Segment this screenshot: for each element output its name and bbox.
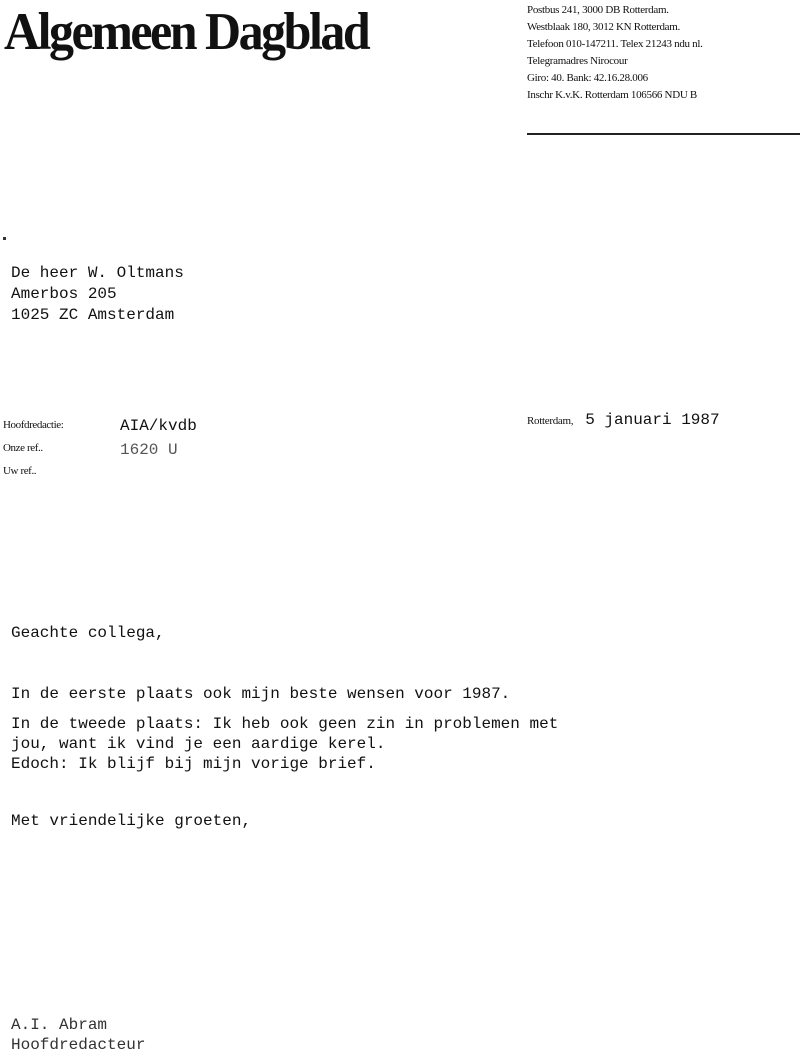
date-place: Rotterdam, xyxy=(527,415,574,427)
value-hoofdredactie: AIA/kvdb xyxy=(120,417,197,435)
letter-salutation: Geachte collega, xyxy=(11,624,165,642)
letter-date xyxy=(527,411,720,429)
letterhead-line-phone: Telefoon 010-147211. Telex 21243 ndu nl. xyxy=(527,38,703,50)
signatory-title: Hoofdredacteur xyxy=(11,1036,146,1054)
label-uw-ref: Uw ref.. xyxy=(3,465,37,477)
letterhead-line-postbus: Postbus 241, 3000 DB Rotterdam. xyxy=(527,4,669,16)
label-onze-ref: Onze ref.. xyxy=(3,442,43,454)
letterhead-line-address: Westblaak 180, 3012 KN Rotterdam. xyxy=(527,21,680,33)
letterhead-contact-info xyxy=(527,2,703,104)
letterhead-line-telegram: Telegramadres Nirocour xyxy=(527,55,628,67)
reference-labels xyxy=(3,414,63,483)
paragraph-2-line-2: jou, want ik vind je een aardige kerel. xyxy=(11,735,386,753)
letterhead-line-registration: Inschr K.v.K. Rotterdam 106566 NDU B xyxy=(527,89,697,101)
value-onze-ref: 1620 U xyxy=(120,441,178,459)
paragraph-2-line-1: In de tweede plaats: Ik heb ook geen zin in problemen met xyxy=(11,715,559,733)
recipient-street: Amerbos 205 xyxy=(11,285,117,303)
page-speck xyxy=(3,237,6,240)
letterhead-divider xyxy=(527,133,800,135)
date-value: 5 januari 1987 xyxy=(585,411,720,429)
letter-closing: Met vriendelijke groeten, xyxy=(11,812,252,830)
signature-block xyxy=(11,1015,145,1055)
recipient-name: De heer W. Oltmans xyxy=(11,264,184,282)
letterhead-line-bank: Giro: 40. Bank: 42.16.28.006 xyxy=(527,72,648,84)
recipient-city: 1025 ZC Amsterdam xyxy=(11,306,175,324)
letter-paragraph-2 xyxy=(11,714,558,774)
newspaper-masthead: Algemeen Dagblad xyxy=(4,2,369,61)
letter-body xyxy=(11,684,558,784)
letter-paragraph-1: In de eerste plaats ook mijn beste wensen voor 1987. xyxy=(11,685,511,703)
reference-values xyxy=(120,414,197,462)
signatory-name: A.I. Abram xyxy=(11,1016,108,1034)
label-hoofdredactie: Hoofdredactie: xyxy=(3,419,64,431)
paragraph-2-line-3: Edoch: Ik blijf bij mijn vorige brief. xyxy=(11,755,376,773)
recipient-address xyxy=(11,263,184,326)
